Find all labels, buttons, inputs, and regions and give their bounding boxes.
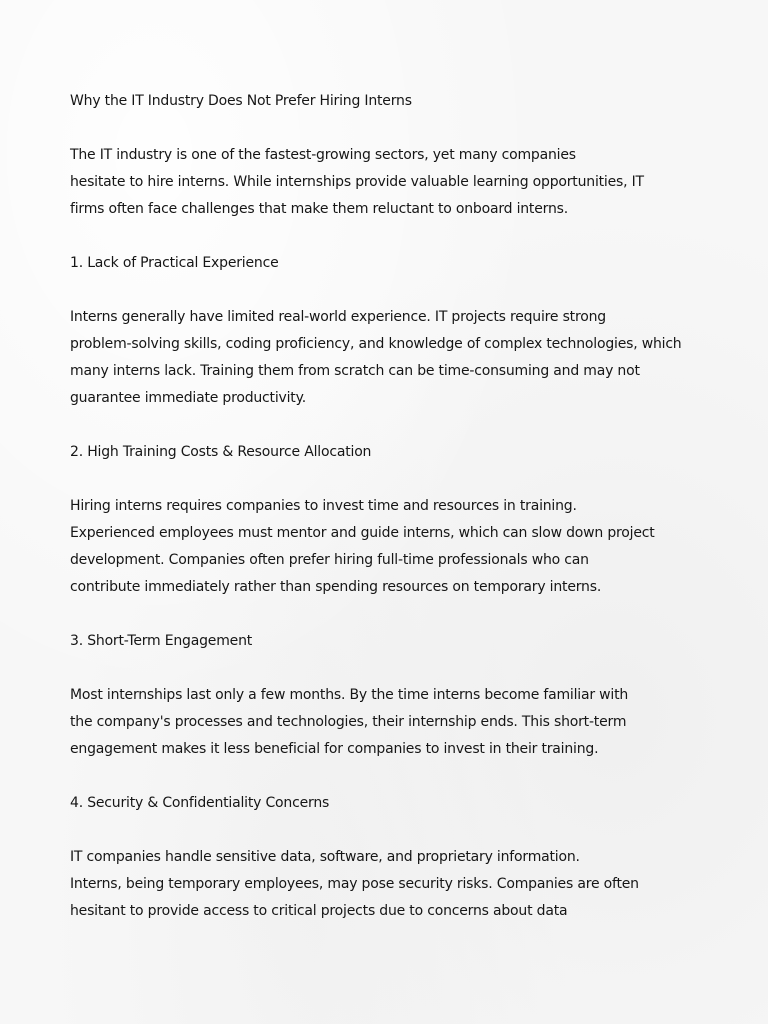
paragraph-line: the company's processes and technologies, their internship ends. This short-term [70,714,627,730]
intro-line: The IT industry is one of the fastest-growing sectors, yet many companies [70,147,576,163]
intro-paragraph [70,142,728,223]
paragraph-line: development. Companies often prefer hiring full-time professionals who can [70,552,589,568]
paragraph-line: many interns lack. Training them from scratch can be time-consuming and may not [70,363,640,379]
intro-line: hesitate to hire interns. While internships provide valuable learning opportunities, IT [70,174,644,190]
paragraph-line: contribute immediately rather than spending resources on temporary interns. [70,579,602,595]
paragraph-line: Interns generally have limited real-world experience. IT projects require strong [70,309,606,325]
paragraph-line: IT companies handle sensitive data, software, and proprietary information. [70,849,580,865]
section-paragraph-4 [70,844,728,925]
paragraph-line: Experienced employees must mentor and guide interns, which can slow down project [70,525,655,541]
section-paragraph-3 [70,682,728,763]
section-heading-4: 4. Security & Confidentiality Concerns [70,795,330,811]
paragraph-line: guarantee immediate productivity. [70,390,306,406]
paragraph-line: Hiring interns requires companies to invest time and resources in training. [70,498,577,514]
section-paragraph-2 [70,493,728,601]
intro-line: firms often face challenges that make them reluctant to onboard interns. [70,201,568,217]
section-paragraph-1 [70,304,728,412]
section-heading-1: 1. Lack of Practical Experience [70,255,279,271]
paragraph-line: problem-solving skills, coding proficiency, and knowledge of complex technologies, which [70,336,682,352]
paragraph-line: Most internships last only a few months. By the time interns become familiar with [70,687,629,703]
paragraph-line: Interns, being temporary employees, may pose security risks. Companies are often [70,876,639,892]
document-title: Why the IT Industry Does Not Prefer Hiring Interns [70,93,412,109]
paragraph-line: hesitant to provide access to critical projects due to concerns about data [70,903,568,919]
section-heading-3: 3. Short-Term Engagement [70,633,253,649]
section-heading-2: 2. High Training Costs & Resource Allocation [70,444,372,460]
paragraph-line: engagement makes it less beneficial for companies to invest in their training. [70,741,599,757]
